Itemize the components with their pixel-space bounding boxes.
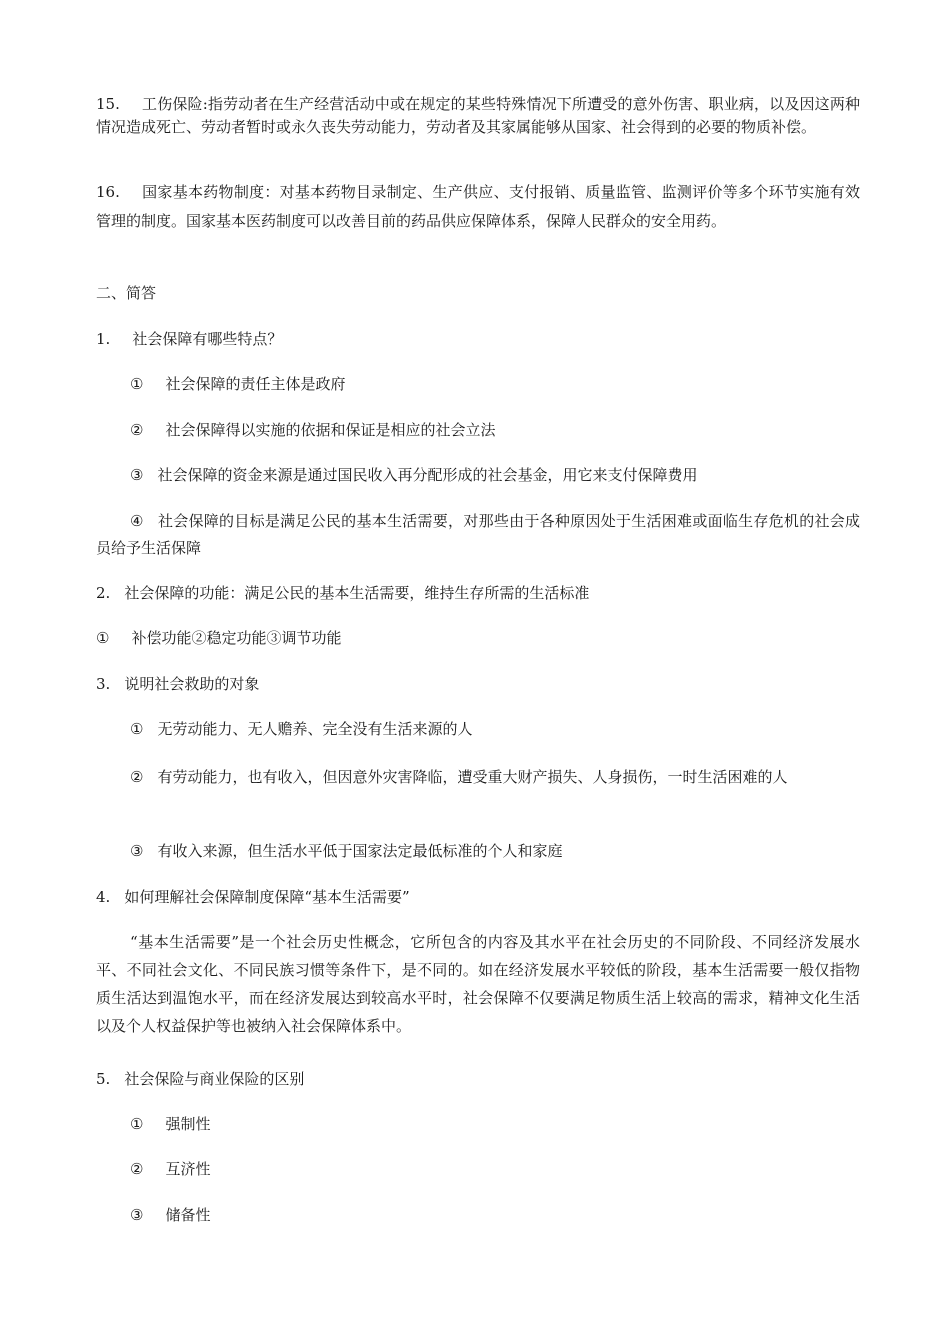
q2-functions [96,627,860,650]
item-mark: ① [130,1115,144,1133]
question-4 [96,886,860,909]
item-text: 有收入来源，但生活水平低于国家法定最低标准的个人和家庭 [157,842,563,860]
question-3 [96,673,860,696]
item-mark: ① [130,720,144,738]
item-mark: ④ [130,512,144,530]
item-mark: ③ [130,466,144,484]
item-mark: ① [130,375,144,393]
question-title: 如何理解社会保障制度保障“基本生活需要” [124,888,410,906]
item-mark: ③ [130,1206,144,1224]
question-number: 1. [96,330,111,348]
section-title: 二、简答 [96,284,157,302]
item-text: 有劳动能力，也有收入，但因意外灾害降临，遭受重大财产损失、人身损伤，一时生活困难的人 [157,768,788,786]
q1-item-4 [96,508,860,562]
item-mark: ② [130,1160,144,1178]
q1-item-1 [130,373,860,396]
definition-text: 国家基本药物制度：对基本药物目录制定、生产供应、支付报销、质量监管、监测评价等多个环节实施有效管理的制度。国家基本医药制度可以改善目前的药品供应保障体系，保障人民群众的安全用药。 [96,183,860,230]
item-text: 补偿功能②稳定功能③调节功能 [131,629,342,647]
question-title: 社会保障有哪些特点？ [132,330,283,348]
q1-item-3 [130,464,860,487]
q3-item-3 [130,840,860,863]
definition-number: 15. [96,95,120,113]
item-text: 储备性 [165,1206,211,1224]
q4-answer: “基本生活需要”是一个社会历史性概念，它所包含的内容及其水平在社会历史的不同阶段、不同经济发展水平、不同社会文化、不同民族习惯等条件下，是不同的。如在经济发展水平较低的阶段，基本生活需要一般仅指物质生活达到温饱水平，而在经济发展达到较高水平时，社会保障不仅要满足物质生活上较高的需求，精神文化生活以及个人权益保护等也被纳入社会保障体系中。 [96,933,860,1035]
question-number: 5. [96,1070,111,1088]
question-number: 4. [96,888,111,906]
item-mark: ② [130,421,144,439]
item-text: 强制性 [165,1115,211,1133]
question-title: 说明社会救助的对象 [124,675,260,693]
item-text: 社会保障的责任主体是政府 [165,375,346,393]
item-text: 无劳动能力、无人赡养、完全没有生活来源的人 [157,720,473,738]
question-5 [96,1068,860,1091]
q5-item-1 [130,1113,860,1136]
question-1 [96,328,860,351]
q1-item-2 [130,419,860,442]
definition-15 [96,93,860,139]
item-text: 社会保障得以实施的依据和保证是相应的社会立法 [165,421,496,439]
question-2 [96,582,860,605]
definition-16 [96,178,860,236]
item-mark: ① [96,629,110,647]
q3-item-2 [96,763,860,792]
item-text: 互济性 [165,1160,211,1178]
q5-item-3 [130,1204,860,1227]
definition-text: 工伤保险:指劳动者在生产经营活动中或在规定的某些特殊情况下所遭受的意外伤害、职业病，以及因这两种情况造成死亡、劳动者暂时或永久丧失劳动能力，劳动者及其家属能够从国家、社会得到的必要的物质补偿。 [96,95,860,136]
question-title: 社会保障的功能：满足公民的基本生活需要，维持生存所需的生活标准 [124,584,590,602]
question-number: 3. [96,675,111,693]
item-mark: ② [130,768,144,786]
q3-item-1 [130,718,860,741]
item-text: 社会保障的目标是满足公民的基本生活需要，对那些由于各种原因处于生活困难或面临生存危机的社会成员给予生活保障 [96,512,860,557]
q5-item-2 [130,1158,860,1181]
definition-number: 16. [96,183,120,201]
item-text: 社会保障的资金来源是通过国民收入再分配形成的社会基金，用它来支付保障费用 [157,466,698,484]
question-number: 2. [96,584,111,602]
item-mark: ③ [130,842,144,860]
question-title: 社会保险与商业保险的区别 [124,1070,305,1088]
